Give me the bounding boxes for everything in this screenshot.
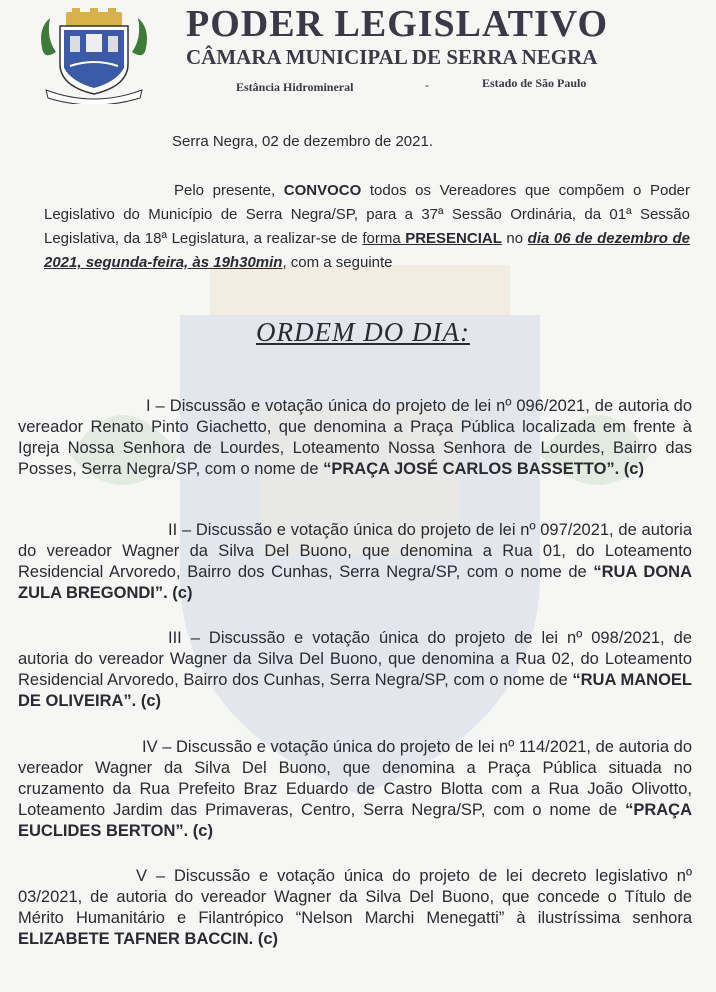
letterhead-left-note: Estância Hidromineral (236, 80, 354, 94)
agenda-item (18, 396, 692, 480)
item-number: IV (142, 738, 158, 756)
intro-text: no (501, 230, 528, 247)
item-text: – Discussão e votação única do projeto de lei nº 098/2021, de autoria do vereador Wagner da Silva Del Buono, que denomina a Rua 02, do Loteamento Residencial Arvoredo, Bairro dos Cunhas, Serra Negra/SP, com o nome de (18, 629, 692, 689)
ordem-do-dia-heading: ORDEM DO DIA: (256, 317, 470, 347)
item-name: “RUA MANOEL DE OLIVEIRA”. (c) (18, 671, 693, 710)
agenda-item (18, 737, 692, 842)
item-number: I (146, 397, 151, 415)
letterhead-separator: - (425, 78, 429, 92)
item-name: “RUA DONA ZULA BREGONDI”. (c) (18, 563, 692, 602)
item-name: “PRAÇA JOSÉ CARLOS BASSETTO”. (c) (323, 460, 644, 478)
intro-text: Pelo presente, (174, 182, 284, 199)
item-name: “PRAÇA EUCLIDES BERTON”. (c) (18, 801, 692, 840)
item-name: ELIZABETE TAFNER BACCIN. (c) (18, 930, 279, 948)
intro-forma: forma (362, 230, 406, 247)
item-text: – Discussão e votação única do projeto de lei decreto legislativo nº 03/2021, de autoria do vereador Wagner da Silva Del Buono, que concede o Título de Mérito Humanitário e Filantrópico “Nelson Marchi Menegatti” à ilustríssima senhora (18, 867, 692, 927)
item-number: V (136, 867, 148, 885)
intro-text: todos os Vereadores que compõem o Poder Legislativo do Município de Serra Negra/SP, para a 37ª Sessão Ordinária, da 01ª Sessão Legislativa, da 18ª Legislatura, a realizar-se de (44, 182, 690, 247)
intro-presencial: PRESENCIAL (405, 230, 502, 247)
letterhead-right-note: Estado de São Paulo (482, 76, 587, 90)
item-number: II (168, 521, 178, 539)
letterhead-title: PODER LEGISLATIVO (186, 3, 609, 45)
item-number: III (168, 629, 182, 647)
coat-of-arms-logo (36, 8, 152, 104)
item-text: – Discussão e votação única do projeto de lei nº 097/2021, de autoria do vereador Wagner da Silva Del Buono, que denomina a Rua 01, do Loteamento Residencial Arvoredo, Bairro dos Cunhas, Serra Negra/SP, com o nome de (18, 521, 692, 581)
item-text: – Discussão e votação única do projeto de lei nº 114/2021, de autoria do vereador Wagner da Silva Del Buono, que denomina a Praça Pública situada no cruzamento da Rua Prefeito Braz Eduardo de Castro Blotta com a Rua João Olivotto, Loteamento Jardim das Primaveras, Centro, Serra Negra/SP, com o nome de (18, 738, 692, 819)
agenda-item (18, 520, 692, 604)
intro-text: , com a seguinte (282, 254, 393, 271)
convocation-paragraph (44, 179, 690, 275)
item-text: – Discussão e votação única do projeto de lei nº 096/2021, de autoria do vereador Renato Pinto Giachetto, que denomina a Praça Pública localizada em frente à Igreja Nossa Senhora de Lourdes, Loteamento Nossa Senhora de Lourdes, Bairro das Posses, Serra Negra/SP, com o nome de (18, 397, 692, 478)
agenda-item (18, 628, 692, 712)
date-line: Serra Negra, 02 de dezembro de 2021. (172, 133, 433, 150)
intro-session-date: dia 06 de dezembro de 2021, segunda-feira, às 19h30min (44, 230, 691, 271)
agenda-item (18, 866, 692, 950)
intro-convoco: CONVOCO (283, 182, 362, 199)
letterhead-subtitle: CÂMARA MUNICIPAL DE SERRA NEGRA (186, 45, 598, 69)
